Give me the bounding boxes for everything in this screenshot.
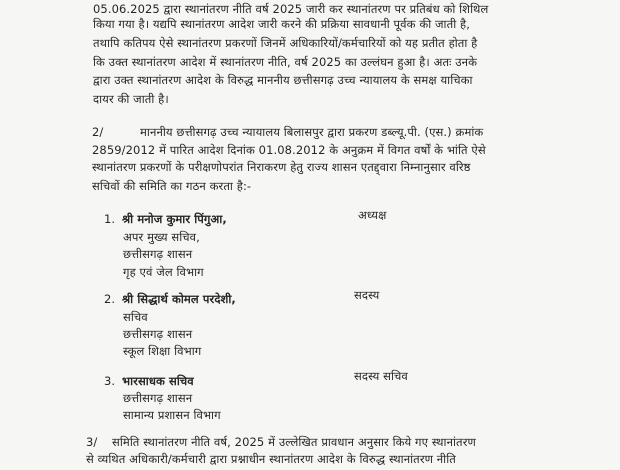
member-role: अध्यक्ष (358, 208, 387, 222)
member-name: भारसाधक सचिव (122, 374, 194, 388)
member-detail: स्कूल शिक्षा विभाग (123, 344, 202, 358)
para3-line: से व्यथित अधिकारी/कर्मचारी द्वारा प्रश्नाधीन स्थानांतरण आदेश के विरुद्ध स्थानांतरण नीति (86, 452, 456, 466)
para1-line: किया गया है। यद्यपि स्थानांतरण आदेश जारी करने की प्रक्रिया सावधानी पूर्वक की जाती है, (93, 17, 470, 31)
member-number: 2. (104, 292, 116, 306)
para1-line: द्वारा उक्त स्थानांतरण आदेश के विरुद्ध माननीय छत्तीसगढ़ उच्च न्यायालय के समक्ष याचिका (93, 73, 473, 87)
para1-line: दायर की जाती है। (93, 92, 169, 106)
member-detail: छत्तीसगढ़ शासन (123, 247, 193, 261)
member-detail: छत्तीसगढ़ शासन (123, 391, 193, 405)
para3-number: 3/ (86, 435, 98, 449)
para3-line: समिति स्थानांतरण नीति वर्ष, 2025 में उल्लेखित प्रावधान अनुसार किये गए स्थानांतरण (112, 435, 476, 449)
member-detail: सचिव (123, 310, 148, 324)
para2-line: स्थानांतरण प्रकरणों के परीक्षणोपरांत निराकरण हेतु राज्य शासन एतद्द्वारा निम्नानुसार वरिष्ठ (92, 160, 471, 174)
member-name: श्री सिद्धार्थ कोमल परदेशी, (122, 292, 236, 306)
member-detail: छत्तीसगढ़ शासन (123, 327, 193, 341)
member-name: श्री मनोज कुमार पिंगुआ, (122, 212, 227, 226)
member-role: सदस्य (354, 288, 380, 302)
para1-line: 05.06.2025 द्वारा स्थानांतरण नीति वर्ष 2025 जारी कर स्थानांतरण पर प्रतिबंध को शिथिल (93, 2, 489, 16)
para2-line: 2859/2012 में पारित आदेश दिनांक 01.08.2012 के अनुक्रम में विगत वर्षों के भांति ऐसे (92, 143, 486, 157)
member-detail: गृह एवं जेल विभाग (123, 265, 204, 279)
member-number: 3. (104, 374, 116, 388)
member-detail: सामान्य प्रशासन विभाग (123, 408, 221, 422)
para2-line: सचिवों की समिति का गठन करता है:- (92, 179, 252, 193)
member-number: 1. (104, 212, 116, 226)
para1-line: तथापि कतिपय ऐसे स्थानांतरण प्रकरणों जिनमें अधिकारियों/कर्मचारियों को यह प्रतीत होता है (93, 36, 478, 50)
para2-number: 2/ (92, 125, 104, 139)
member-role: सदस्य सचिव (354, 369, 408, 383)
para2-line: माननीय छत्तीसगढ़ उच्च न्यायालय बिलासपुर द्वारा प्रकरण डब्ल्यू.पी. (एस.) क्रमांक (140, 125, 484, 139)
member-detail: अपर मुख्य सचिव, (123, 230, 200, 244)
para1-line: कि उक्त स्थानांतरण आदेश में स्थानांतरण नीति, वर्ष 2025 का उल्लंघन हुआ है। अतः उनके (93, 55, 478, 69)
